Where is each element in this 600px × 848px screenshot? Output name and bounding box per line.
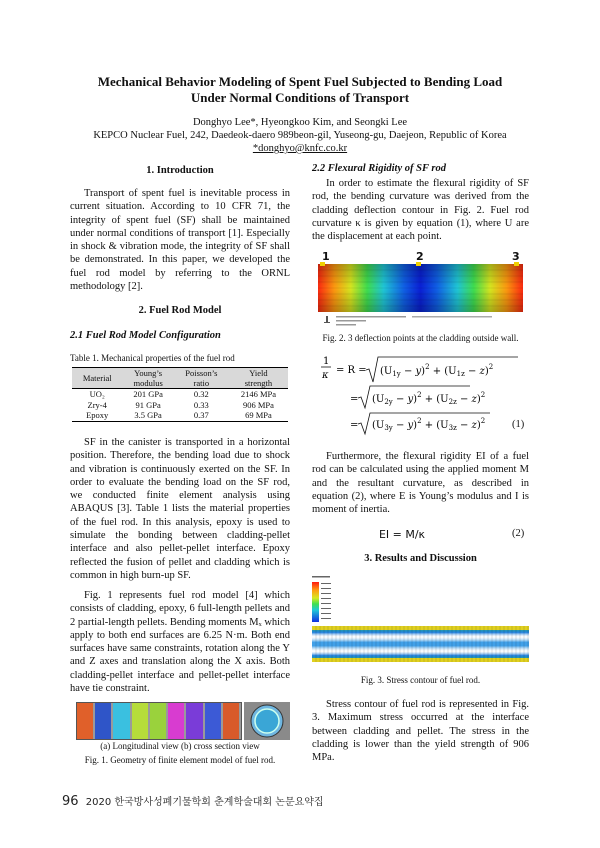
section-results-heading: 3. Results and Discussion — [364, 553, 477, 564]
fig1-segment — [150, 703, 168, 739]
svg-text:(U2y − y)2 + (U2z − z)2: $(U_{2y} - y)^2 + (U_{2z} - z)^2$ — [372, 391, 486, 406]
svg-text:(U3y − y)2 + (U3z − z)2: $(U_{3y} - y)^2 + (U_{3z} - z)^2$ — [372, 417, 486, 432]
fig1-segment — [205, 703, 223, 739]
cell: 906 MPa — [242, 399, 274, 410]
fig3-caption: Fig. 3. Stress contour of fuel rod. — [360, 675, 481, 685]
paper-title — [40, 74, 560, 106]
svg-text:1: 1 — [323, 356, 330, 367]
equation-1 — [320, 356, 530, 436]
cell: Epoxy — [72, 410, 122, 421]
table-1-caption: Table 1. Mechanical properties of the fuel rod — [70, 353, 235, 363]
fig2-deflection-contour — [312, 250, 529, 330]
table-row — [72, 389, 288, 400]
fig1-longitudinal-view — [76, 702, 242, 740]
fig1-segment — [95, 703, 113, 739]
footer-text: 2020 한국방사성폐기물학회 춘계학술대회 논문요약집 — [85, 797, 324, 808]
th-material: Material — [72, 368, 122, 389]
cell: 3.5 GPa — [122, 410, 173, 421]
th-yield-2: strength — [229, 378, 288, 389]
fig1-segment — [113, 703, 131, 739]
fig2-point-3: 3 — [512, 250, 520, 263]
fuel-rod-paragraph-1: SF in the canister is transported in a horizontal position. Therefore, the bending load due to shock and vibration is continuously exerted on the SF. In order to evaluate the bending load on the SF rod, we conducted finite element analysis using ABAQUS [3]. Table 1 lists the material properties of the fuel rod. In this analysis, epoxy is used to simulate the bonding between cladding-pellet interface and also pellet-pellet interface. Epoxy reflected the fusion of pellet and cladding which is common in high burn-up SF. — [70, 437, 290, 581]
fig3-stress-contour — [312, 574, 529, 672]
cell: 69 MPa — [229, 410, 288, 421]
fig1-segment — [77, 703, 95, 739]
subsection-2-2-heading: 2.2 Flexural Rigidity of SF rod — [312, 163, 446, 174]
results-paragraph-1: Stress contour of fuel rod is represented in Fig. 3. Maximum stress occurred at the interface between cladding and pellet. The stress in the cladding is lower than the yield strength of 906 MPa. — [312, 699, 529, 764]
th-poisson-1: Poisson’s — [174, 368, 229, 379]
section-intro-heading: 1. Introduction — [146, 165, 214, 176]
svg-text:κ: κ — [322, 370, 329, 381]
fig1-segment — [223, 703, 241, 739]
authors-block — [40, 116, 560, 155]
th-yield-1: Yield — [229, 368, 288, 379]
svg-text:= R =: = R = — [336, 365, 367, 376]
th-poisson-2: ratio — [174, 378, 229, 389]
email[interactable]: *donghyo@knfc.co.kr — [252, 143, 348, 154]
flexural-paragraph-1: In order to estimate the flexural rigidity of SF rod, the bending curvature was derived from the cladding deflection contour in Fig. 2. Fuel rod curvature κ is given by equation (1), where U are the displacement at each point. — [312, 178, 529, 243]
fig2-point-1: 1 — [322, 250, 330, 263]
affiliation: KEPCO Nuclear Fuel, 242, Daedeok-daero 989beon-gil, Yuseong-gu, Daejeon, Republic of Korea — [93, 130, 507, 141]
table-row — [72, 400, 288, 411]
cell: 201 GPa — [122, 389, 173, 400]
title-line-1: Mechanical Behavior Modeling of Spent Fuel Subjected to Bending Load — [97, 74, 503, 89]
cell: 0.32 — [174, 389, 229, 400]
fig2-point-2: 2 — [416, 250, 424, 263]
fig1-segment — [186, 703, 204, 739]
equation-2: EI = M/κ — [378, 528, 426, 541]
fuel-rod-paragraph-2: Fig. 1 represents fuel rod model [4] which consists of cladding, epoxy, 6 full-length pellets and 2 partial-length pellets. Bending moments Mₓ which apply to both end surfaces are 6.25 N·m. Both end surfaces have same constraints, rotation along the Y and Z axes and translation along the X axis. Both cladding-pellet interface and pellet-pellet interface have tie constraint. — [70, 590, 290, 695]
cell: 0.37 — [174, 410, 229, 421]
cell: 91 GPa — [135, 399, 161, 410]
th-youngs-2: modulus — [122, 378, 173, 389]
table-row — [72, 410, 288, 421]
svg-text:(U1y − y)2 + (U1z − z)2: $(U_{1y} - y)^2 + (U_{1z} - z)^2$ — [380, 363, 494, 378]
fig1-caption: Fig. 1. Geometry of finite element model of fuel rod. — [84, 755, 276, 765]
author-names: Donghyo Lee*, Hyeongkoo Kim, and Seongki Lee — [192, 117, 408, 128]
intro-paragraph: Transport of spent fuel is inevitable process in current situation. According to 10 CFR 71, the integrity of spent fuel (SF) shall be maintained under normal conditions of transport [1]. Especially in shock & vibration mode, the integrity of SF shall be demonstrated. In this paper, we developed the fuel rod model by referring to the ORNL methodology [2]. — [70, 188, 290, 293]
cell: 0.33 — [193, 399, 209, 410]
fig1-segment — [168, 703, 186, 739]
title-line-2: Under Normal Conditions of Transport — [190, 90, 410, 105]
cell: Zry-4 — [87, 399, 107, 410]
svg-text:=: = — [350, 394, 359, 405]
fig2-caption: Fig. 2. 3 deflection points at the cladding outside wall. — [322, 333, 519, 343]
cell: UO₂ — [72, 389, 122, 400]
page-number: 96 — [62, 794, 79, 809]
th-youngs-1: Young’s — [122, 368, 173, 379]
properties-table — [72, 367, 288, 422]
subsection-2-1-heading: 2.1 Fuel Rod Model Configuration — [70, 330, 221, 341]
flexural-paragraph-2: Furthermore, the flexural rigidity EI of a fuel rod can be calculated using the applied moment M and the resultant curvature, as described in equation (2), where E is Young’s modulus and I is moment of inertia. — [312, 451, 529, 516]
svg-text:=: = — [350, 420, 359, 431]
cell: 2146 MPa — [229, 389, 288, 400]
equation-1-number: (1) — [512, 419, 525, 430]
fig1-cross-section-view — [244, 702, 290, 740]
fig1-subcaption: (a) Longitudinal view (b) cross section view — [100, 741, 260, 751]
section-fuel-rod-heading: 2. Fuel Rod Model — [138, 305, 222, 316]
equation-2-number: (2) — [512, 528, 525, 539]
fig1-segment — [132, 703, 150, 739]
page-footer — [62, 793, 324, 809]
